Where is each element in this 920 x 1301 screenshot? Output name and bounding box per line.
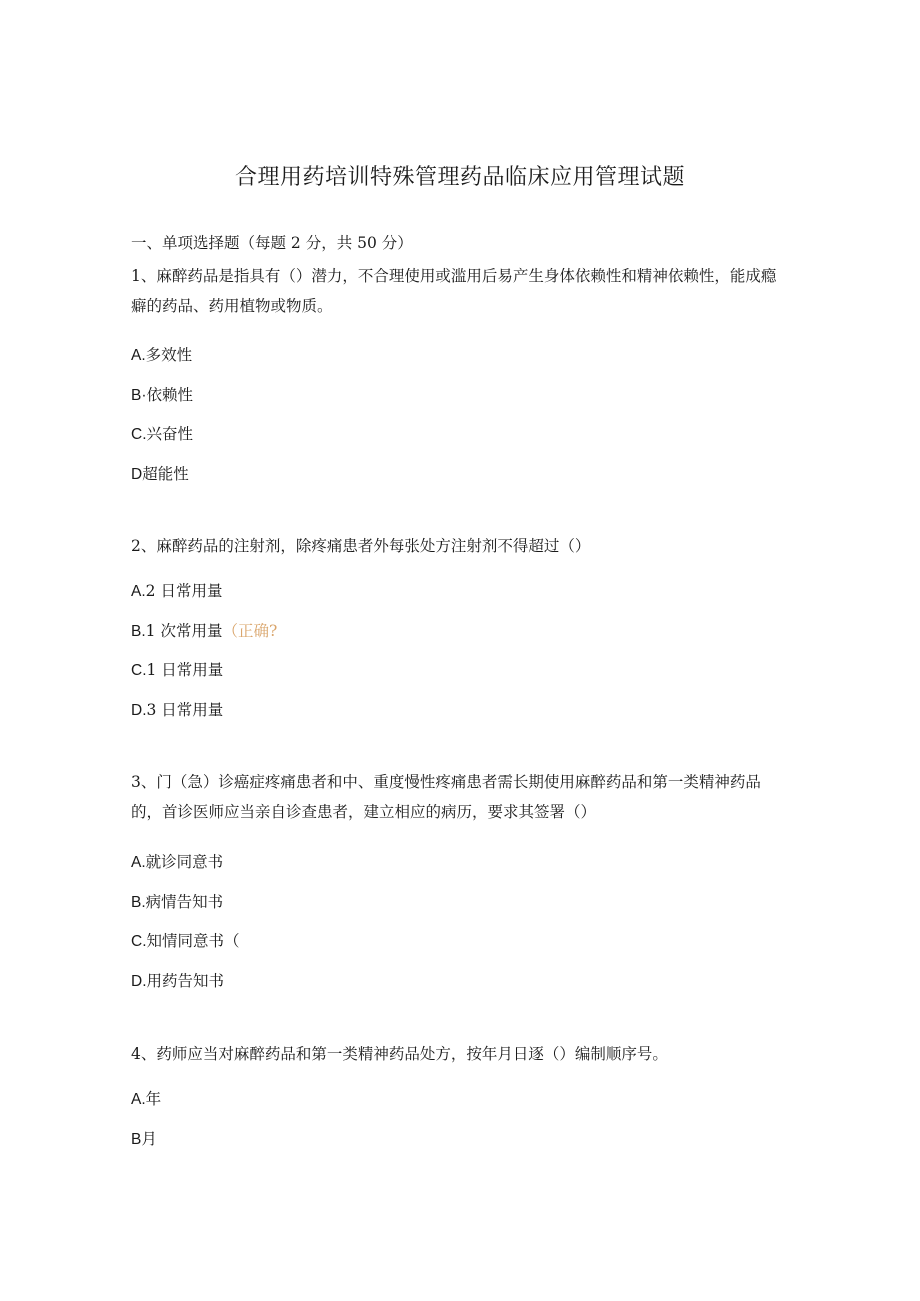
option-letter: A. (131, 347, 146, 364)
option-letter: A. (131, 583, 146, 600)
option-text: 病情告知书 (145, 893, 224, 911)
question-1-text: 1、麻醉药品是指具有（）潜力，不合理使用或滥用后易产生身体依赖性和精神依赖性，能成瘾癖的药品、药用植物或物质。 (131, 267, 777, 315)
question-1-option-c[interactable] (131, 423, 193, 446)
option-text: 年 (145, 1090, 162, 1108)
question-3-option-d[interactable] (131, 970, 224, 993)
option-letter: D. (131, 702, 147, 719)
option-letter: A. (131, 854, 146, 871)
option-letter: A. (131, 1091, 146, 1108)
option-text: 2 日常用量 (145, 582, 223, 600)
option-letter: B· (131, 387, 147, 404)
question-3-text: 3、门（急）诊癌症疼痛患者和中、重度慢性疼痛患者需长期使用麻醉药品和第一类精神药品的，首诊医师应当亲自诊查患者，建立相应的病历，要求其签署（） (131, 773, 761, 821)
question-1-option-d[interactable] (131, 463, 189, 486)
option-text: 月 (141, 1130, 157, 1148)
question-2-option-c[interactable] (131, 659, 223, 682)
question-4-option-a[interactable] (131, 1088, 161, 1111)
document-title: 合理用药培训特殊管理药品临床应用管理试题 (234, 165, 685, 190)
option-text: 3 日常用量 (146, 701, 224, 719)
question-2-option-b[interactable] (131, 620, 277, 643)
option-letter: C. (131, 933, 147, 950)
option-text: 超能性 (142, 465, 189, 483)
question-1-option-a[interactable] (131, 344, 192, 367)
option-text: 1 日常用量 (146, 661, 224, 679)
question-3-option-a[interactable] (131, 851, 223, 874)
option-text: 依赖性 (146, 386, 194, 404)
option-letter: B. (131, 894, 146, 911)
option-text: 知情同意书（ (146, 932, 240, 950)
question-2-text: 2、麻醉药品的注射剂，除疼痛患者外每张处方注射剂不得超过（） (131, 537, 591, 555)
question-4-text: 4、药师应当对麻醉药品和第一类精神药品处方，按年月日逐（）编制顺序号。 (131, 1045, 668, 1063)
option-letter: B. (131, 623, 146, 640)
question-4-option-b[interactable] (131, 1128, 157, 1151)
answer-note: （正确? (222, 622, 278, 640)
option-letter: C. (131, 662, 147, 679)
question-2-option-d[interactable] (131, 699, 223, 722)
question-3-option-c[interactable] (131, 930, 240, 953)
option-text: 1 次常用量 (145, 622, 223, 640)
section-heading: 一、单项选择题（每题 2 分，共 50 分） (131, 234, 413, 252)
question-1-option-b[interactable] (131, 384, 193, 407)
option-letter: D. (131, 973, 147, 990)
option-letter: D (131, 466, 143, 483)
question-2-option-a[interactable] (131, 580, 222, 603)
option-text: 兴奋性 (146, 425, 194, 443)
option-letter: B (131, 1131, 142, 1148)
question-3-option-b[interactable] (131, 891, 223, 914)
option-text: 就诊同意书 (145, 853, 224, 871)
option-text: 多效性 (145, 346, 193, 364)
option-text: 用药告知书 (146, 972, 225, 990)
option-letter: C. (131, 426, 147, 443)
